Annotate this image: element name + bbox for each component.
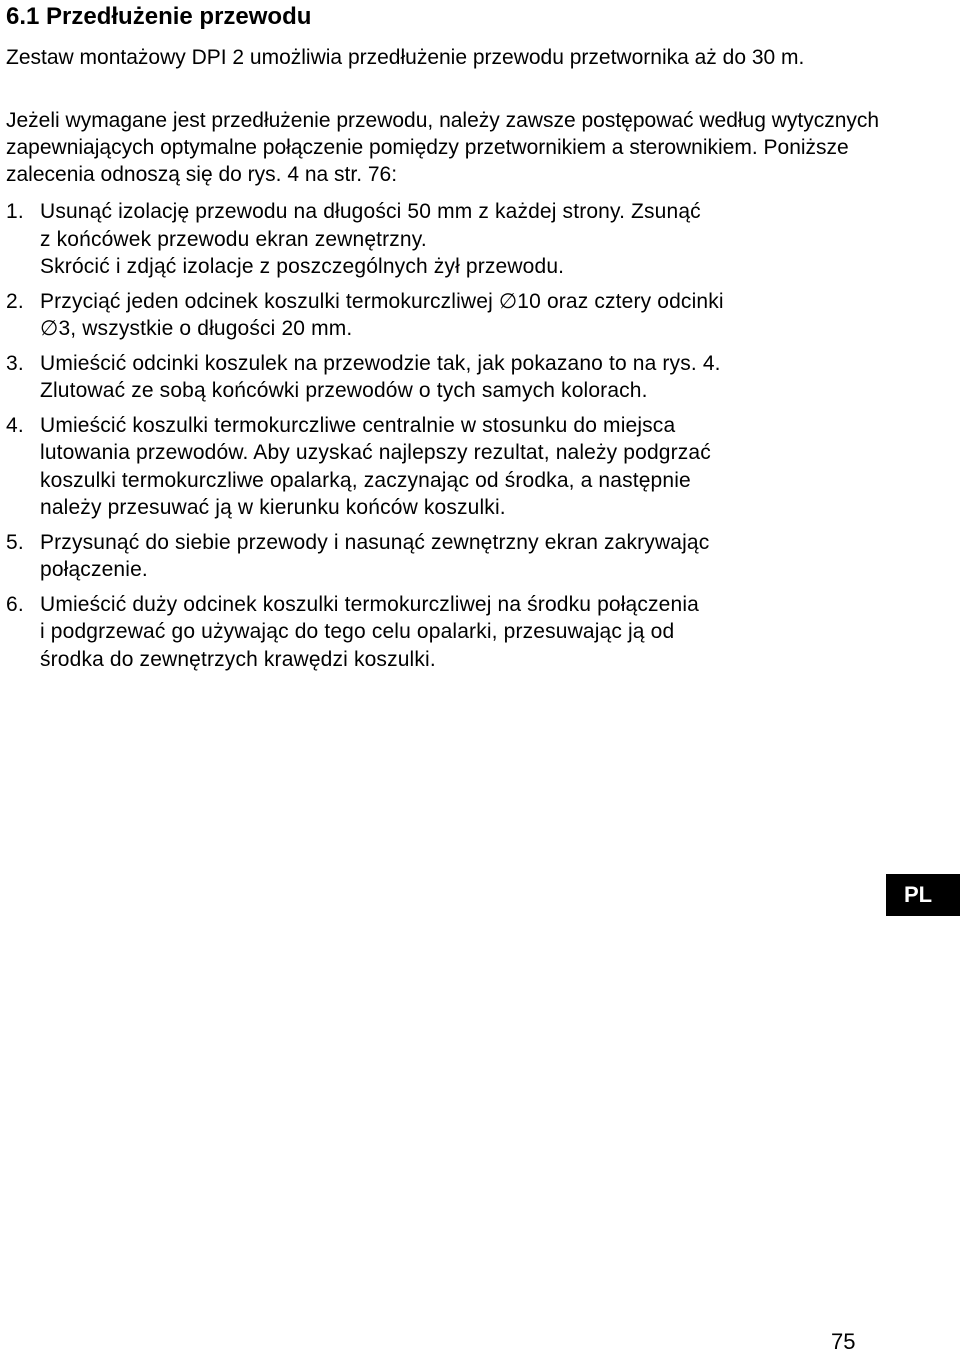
intro-paragraph-guidelines: Jeżeli wymagane jest przedłużenie przewodu, należy zawsze postępować według wytycznych zapewniających optymalne połączenie pomiędzy przetwornikiem a sterownikiem. Poniższe zalecenia odnoszą się do rys. 4 na str. 76: — [6, 109, 880, 186]
step-line: Umieścić duży odcinek koszulki termokurczliwej na środku połączenia — [40, 592, 699, 616]
step-number: 3. — [6, 351, 24, 375]
step-line: Skrócić i zdjąć izolacje z poszczególnych żył przewodu. — [40, 255, 565, 278]
step-number: 6. — [6, 592, 24, 616]
step-line: i podgrzewać go używając do tego celu opalarki, przesuwając ją od — [40, 620, 675, 643]
step-line: należy przesuwać ją w kierunku końców koszulki. — [40, 496, 506, 519]
section-heading: 6.1 Przedłużenie przewodu — [6, 3, 312, 30]
step-item — [6, 412, 886, 522]
step-text — [40, 529, 886, 584]
step-line: połączenie. — [40, 558, 148, 581]
step-line: Przyciąć jeden odcinek koszulki termokurczliwej ∅10 oraz cztery odcinki — [40, 289, 724, 313]
step-line: lutowania przewodów. Aby uzyskać najlepszy rezultat, należy podgrzać — [40, 441, 711, 464]
step-number: 1. — [6, 200, 24, 223]
step-line: Zlutować ze sobą końcówki przewodów o tych samych kolorach. — [40, 379, 648, 402]
step-line: koszulki termokurczliwe opalarką, zaczynając od środka, a następnie — [40, 468, 691, 492]
step-line: ∅3, wszystkie o długości 20 mm. — [40, 317, 353, 340]
step-item — [6, 529, 886, 584]
step-number: 5. — [6, 530, 24, 554]
step-item — [6, 591, 886, 674]
step-line: środka do zewnętrzych krawędzi koszulki. — [40, 647, 436, 671]
step-line: Umieścić odcinki koszulek na przewodzie tak, jak pokazano to na rys. 4. — [40, 351, 721, 375]
step-line: Usunąć izolację przewodu na długości 50 mm z każdej strony. Zsunąć — [40, 200, 701, 223]
step-text — [40, 350, 886, 405]
step-line: z końcówek przewodu ekran zewnętrzny. — [40, 227, 427, 251]
step-number: 2. — [6, 289, 24, 313]
step-text — [40, 591, 886, 674]
step-item — [6, 198, 886, 281]
intro-paragraph-kit: Zestaw montażowy DPI 2 umożliwia przedłużenie przewodu przetwornika aż do 30 m. — [6, 46, 805, 69]
instruction-steps — [6, 198, 886, 680]
step-item — [6, 350, 886, 405]
step-item — [6, 288, 886, 343]
step-text — [40, 198, 886, 281]
step-line: Umieścić koszulki termokurczliwe centralnie w stosunku do miejsca — [40, 413, 676, 437]
page-number: 75 — [831, 1329, 856, 1354]
step-text — [40, 288, 886, 343]
language-tab: PL — [886, 874, 960, 916]
step-line: Przysunąć do siebie przewody i nasunąć zewnętrzny ekran zakrywając — [40, 530, 710, 554]
step-text — [40, 412, 886, 522]
step-number: 4. — [6, 413, 24, 437]
